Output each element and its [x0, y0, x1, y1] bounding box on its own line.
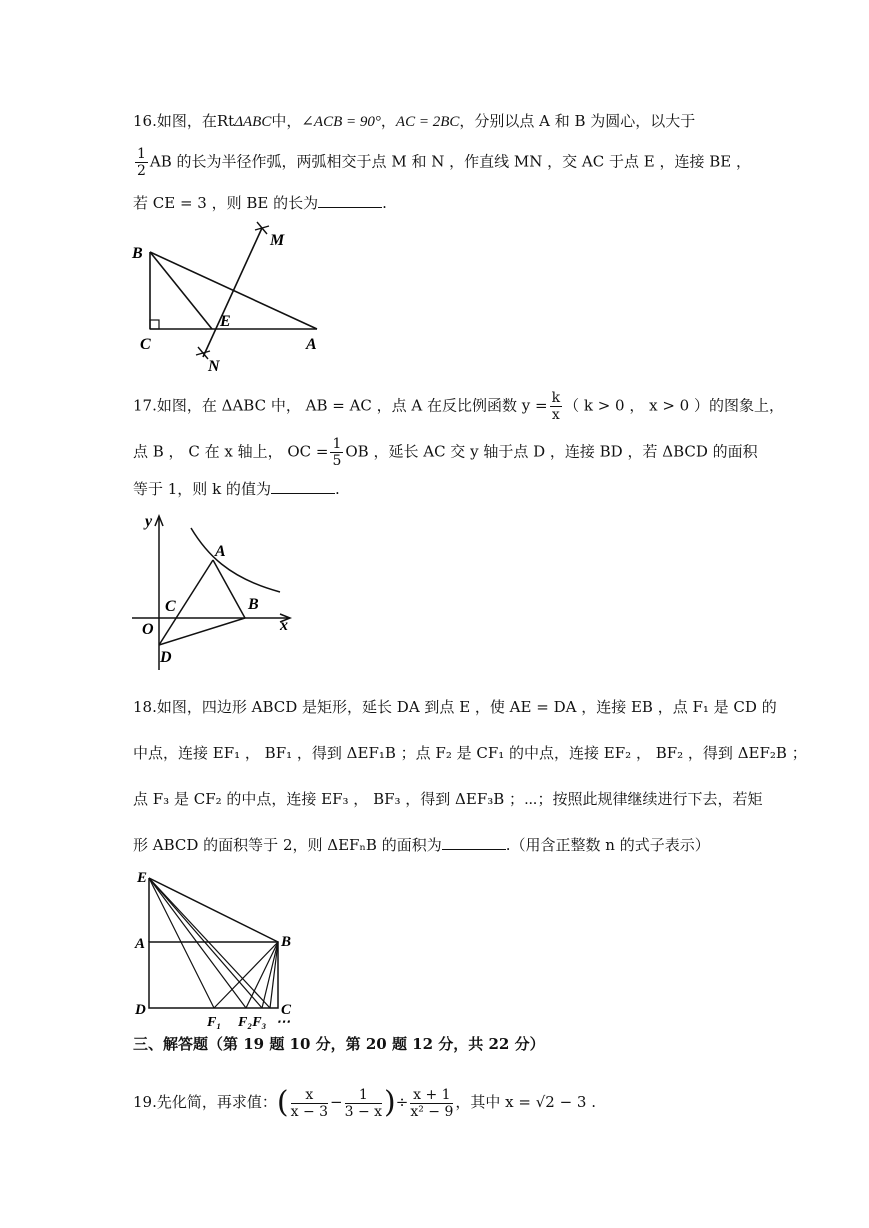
q16-text: . [382, 194, 387, 212]
q18-text: .（用含正整数 n 的式子表示） [505, 836, 710, 854]
answer-blank[interactable] [318, 193, 382, 208]
q17-fraction [330, 436, 343, 469]
q18-text: 形 ABCD 的面积等于 2，则 ΔEFₙB 的面积为 [133, 836, 442, 854]
label-x: x [280, 617, 288, 634]
frac-den: x [551, 407, 560, 423]
seg-ef3 [149, 878, 262, 1008]
seg-be [150, 252, 212, 329]
q17-line1 [133, 390, 784, 423]
q16-text: ，分别以点 A 和 B 为圆心，以大于 [459, 112, 696, 130]
seg-bf4 [270, 942, 278, 1008]
label-e: E [137, 870, 148, 886]
frac-den: 2 [137, 163, 146, 179]
q18-line3 [133, 788, 763, 810]
label-a: A [135, 936, 146, 952]
label-d: D [160, 649, 172, 666]
q17-text: OB ，延长 AC 交 y 轴于点 D ，连接 BD ，若 ΔBCD 的面积 [345, 442, 758, 461]
q19-number: 19. [133, 1093, 157, 1111]
q19-divide: ÷ [395, 1093, 409, 1111]
seg-bf2 [246, 942, 278, 1008]
q16-text: 如图，在 [156, 112, 217, 130]
seg-eb [149, 878, 278, 942]
label-c: C [140, 336, 151, 353]
q19-line [133, 1080, 596, 1125]
q17-text: 等于 1，则 k 的值为 [133, 480, 271, 498]
arc-mark-m [255, 222, 269, 234]
q17-text: （ k > 0 ， x > 0 ）的图象上， [564, 396, 784, 415]
q19-term3 [410, 1087, 453, 1120]
q16-fraction [135, 146, 148, 179]
q17-line3 [133, 478, 340, 500]
q18-text: 中点，连接 EF₁ ， BF₁ ，得到 ΔEF₁B ；点 F₂ 是 CF₁ 的中点，连接 EF₂ ， BF₂ ，得到 ΔEF₂B ； [133, 744, 807, 762]
frac-den: 5 [332, 453, 342, 469]
seg-ef2 [149, 878, 246, 1008]
q16-ac-eq: AC = 2BC [395, 114, 460, 130]
seg-bf3 [262, 942, 278, 1008]
q17-text: . [334, 480, 340, 498]
q17-line2 [133, 436, 758, 469]
section-heading: 三、解答题（第 19 题 10 分，第 20 题 12 分，共 22 分） [133, 1035, 545, 1053]
q16-line1 [133, 110, 695, 133]
answer-blank[interactable] [271, 479, 335, 494]
q16-text: AB 的长为半径作弧，两弧相交于点 M 和 N ，作直线 MN ，交 AC 于点 E ，连接 BE ， [149, 152, 751, 171]
label-n: N [208, 358, 220, 373]
label-a: A [215, 543, 226, 560]
label-c: C [281, 1002, 292, 1018]
q18-line1 [133, 696, 777, 718]
q16-number: 16. [133, 112, 157, 130]
q19-term1 [291, 1087, 328, 1120]
q18-text: 如图，四边形 ABCD 是矩形，延长 DA 到点 E ，使 AE = DA ，连接 EB ，点 F₁ 是 CD 的 [156, 698, 777, 716]
q16-figure [130, 218, 340, 373]
q17-number: 17. [133, 396, 157, 415]
q16-rt: Rt [216, 112, 235, 130]
label-dots: ⋯ [276, 1015, 290, 1029]
frac-den: x − 3 [290, 1103, 329, 1120]
q18-figure [130, 864, 305, 1029]
answer-blank[interactable] [442, 835, 506, 850]
seg-bf1 [214, 942, 278, 1008]
label-f1: F₁ [207, 1015, 222, 1029]
q17-figure [128, 508, 298, 678]
frac-den: 3 − x [344, 1103, 383, 1120]
label-m: M [270, 232, 285, 249]
q17-fraction [550, 390, 562, 423]
q16-text: 若 CE = 3 ，则 BE 的长为 [133, 194, 319, 212]
frac-num: x [291, 1087, 328, 1104]
q18-number: 18. [133, 698, 157, 716]
q16-line3 [133, 192, 387, 214]
label-b: B [248, 596, 259, 613]
q17-text: 点 B ， C 在 x 轴上， OC = [133, 442, 329, 461]
label-e: E [220, 313, 231, 330]
frac-num: x + 1 [410, 1087, 453, 1104]
frac-num: k [551, 390, 561, 406]
q19-minus: − [330, 1093, 343, 1111]
frac-den: x² − 9 [410, 1103, 454, 1120]
q16-line2 [133, 146, 751, 179]
q19-text: ，其中 x = √2 − 3 . [455, 1093, 597, 1111]
label-b: B [132, 245, 143, 262]
q16-angle: ∠ACB = 90° [301, 114, 381, 130]
hyperbola [191, 528, 280, 592]
seg-db [159, 618, 245, 645]
label-y: y [145, 513, 153, 530]
q18-line2 [133, 742, 807, 764]
line-mn [203, 228, 262, 357]
q18-text: 点 F₃ 是 CF₂ 的中点，连接 EF₃ ， BF₃ ，得到 ΔEF₃B ；⋯；按照此规律继续进行下去，若矩 [133, 790, 763, 808]
seg-ef1 [149, 878, 214, 1008]
q16-triangle: ΔABC [234, 114, 272, 130]
left-paren: ( [276, 1085, 289, 1120]
q17-text: 如图，在 ΔABC 中， AB = AC ，点 A 在反比例函数 y = [156, 396, 548, 415]
label-c: C [165, 598, 176, 615]
q18-line4 [133, 834, 710, 856]
right-paren: ) [384, 1085, 396, 1120]
seg-ef4 [149, 878, 270, 1008]
frac-num: 1 [332, 436, 342, 452]
q19-term2 [345, 1087, 382, 1120]
q16-text: ， [380, 112, 396, 130]
label-a: A [306, 336, 317, 353]
right-angle-mark [150, 320, 159, 329]
frac-num: 1 [137, 146, 146, 162]
label-f2f3: F₂F₃ [238, 1015, 267, 1029]
label-b: B [281, 934, 292, 950]
label-o: O [142, 621, 154, 638]
q19-text: 先化简，再求值： [156, 1093, 277, 1111]
q16-text: 中， [271, 112, 302, 130]
frac-num: 1 [345, 1087, 382, 1104]
label-d: D [135, 1002, 146, 1018]
